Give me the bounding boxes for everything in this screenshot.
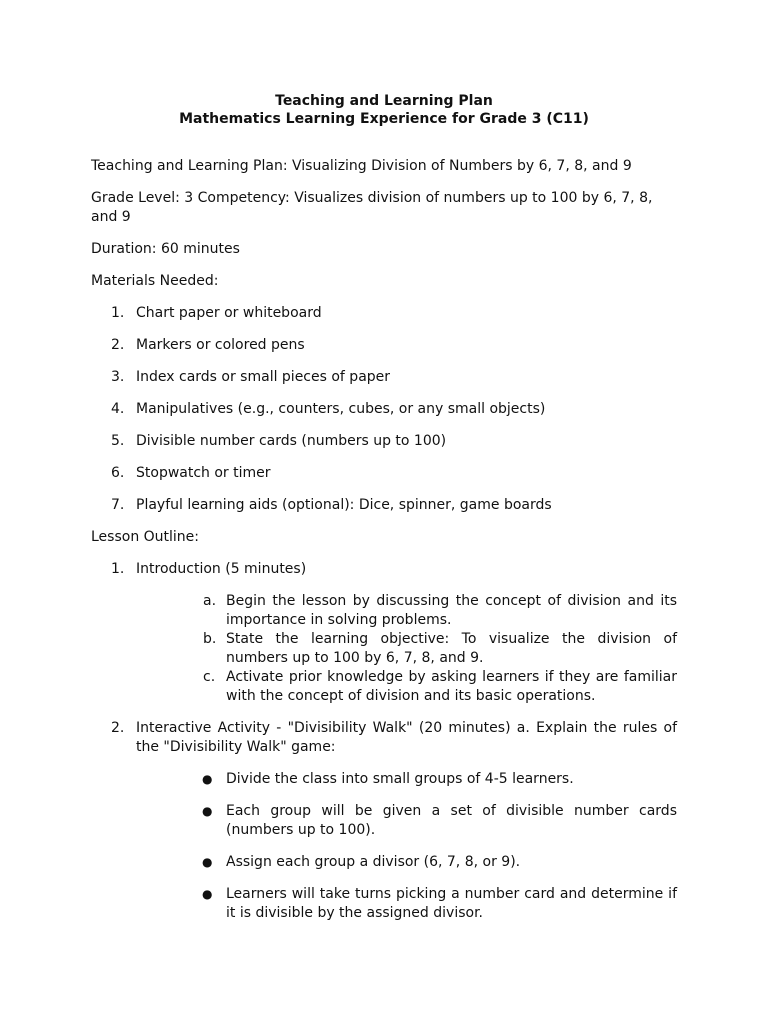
document-title bbox=[0, 92, 768, 128]
outline-item-interactive-activity bbox=[91, 719, 677, 923]
list-item-text: Markers or colored pens bbox=[136, 337, 305, 353]
lesson-outline-heading: Lesson Outline: bbox=[91, 529, 200, 545]
list-item bbox=[91, 432, 677, 451]
activity-bullet-list bbox=[136, 770, 677, 923]
list-number: 7. bbox=[111, 497, 125, 513]
document-body bbox=[91, 157, 677, 936]
sublist-item bbox=[136, 592, 677, 630]
sublist-item bbox=[136, 668, 677, 706]
bullet-item bbox=[136, 885, 677, 923]
bullet-item bbox=[136, 853, 677, 872]
sublist-letter: a. bbox=[203, 593, 217, 609]
outline-item-text: Introduction (5 minutes) bbox=[136, 561, 307, 577]
bullet-item bbox=[136, 770, 677, 789]
list-item-text: Stopwatch or timer bbox=[136, 465, 271, 481]
title-line-2: Mathematics Learning Experience for Grade 3 (C11) bbox=[179, 111, 589, 127]
list-item-text: Index cards or small pieces of paper bbox=[136, 369, 391, 385]
outline-item-introduction bbox=[91, 560, 677, 706]
list-number: 2. bbox=[111, 720, 125, 736]
list-item-text: Chart paper or whiteboard bbox=[136, 305, 322, 321]
sublist-text: Begin the lesson by discussing the concept of division and its importance in solving problems. bbox=[226, 593, 677, 628]
sublist-item bbox=[136, 630, 677, 668]
sublist-text: State the learning objective: To visualize the division of numbers up to 100 by 6, 7, 8, and 9. bbox=[226, 631, 677, 666]
sublist-letter: c. bbox=[203, 669, 216, 685]
bullet-icon: ● bbox=[202, 855, 213, 869]
list-item-text: Playful learning aids (optional): Dice, spinner, game boards bbox=[136, 497, 552, 513]
list-item bbox=[91, 368, 677, 387]
list-number: 4. bbox=[111, 401, 125, 417]
materials-heading: Materials Needed: bbox=[91, 273, 219, 289]
bullet-text: Assign each group a divisor (6, 7, 8, or 9). bbox=[226, 854, 521, 870]
list-item bbox=[91, 400, 677, 419]
bullet-icon: ● bbox=[202, 772, 213, 786]
sublist-text: Activate prior knowledge by asking learners if they are familiar with the concept of division and its basic operations. bbox=[226, 669, 677, 704]
list-number: 5. bbox=[111, 433, 125, 449]
title-line-1: Teaching and Learning Plan bbox=[275, 93, 493, 109]
bullet-icon: ● bbox=[202, 887, 213, 901]
list-number: 3. bbox=[111, 369, 125, 385]
list-item bbox=[91, 496, 677, 515]
duration: Duration: 60 minutes bbox=[91, 241, 240, 257]
bullet-item bbox=[136, 802, 677, 840]
list-item bbox=[91, 464, 677, 483]
list-number: 1. bbox=[111, 561, 125, 577]
plan-title: Teaching and Learning Plan: Visualizing Division of Numbers by 6, 7, 8, and 9 bbox=[91, 158, 632, 174]
outline-item-text: Interactive Activity - "Divisibility Walk" (20 minutes) a. Explain the rules of the "Divisibility Walk" game: bbox=[136, 720, 677, 755]
materials-list bbox=[91, 304, 677, 515]
bullet-text: Each group will be given a set of divisible number cards (numbers up to 100). bbox=[226, 803, 677, 838]
bullet-text: Divide the class into small groups of 4-5 learners. bbox=[226, 771, 574, 787]
lesson-outline-list bbox=[91, 560, 677, 923]
list-item-text: Manipulatives (e.g., counters, cubes, or any small objects) bbox=[136, 401, 546, 417]
bullet-icon: ● bbox=[202, 804, 213, 818]
introduction-sublist bbox=[136, 592, 677, 706]
list-number: 6. bbox=[111, 465, 125, 481]
sublist-letter: b. bbox=[203, 631, 217, 647]
list-item bbox=[91, 304, 677, 323]
list-item bbox=[91, 336, 677, 355]
grade-level: Grade Level: 3 Competency: Visualizes division of numbers up to 100 by 6, 7, 8, and 9 bbox=[91, 190, 653, 225]
list-number: 2. bbox=[111, 337, 125, 353]
list-item-text: Divisible number cards (numbers up to 100) bbox=[136, 433, 447, 449]
list-number: 1. bbox=[111, 305, 125, 321]
bullet-text: Learners will take turns picking a number card and determine if it is divisible by the assigned divisor. bbox=[226, 886, 677, 921]
